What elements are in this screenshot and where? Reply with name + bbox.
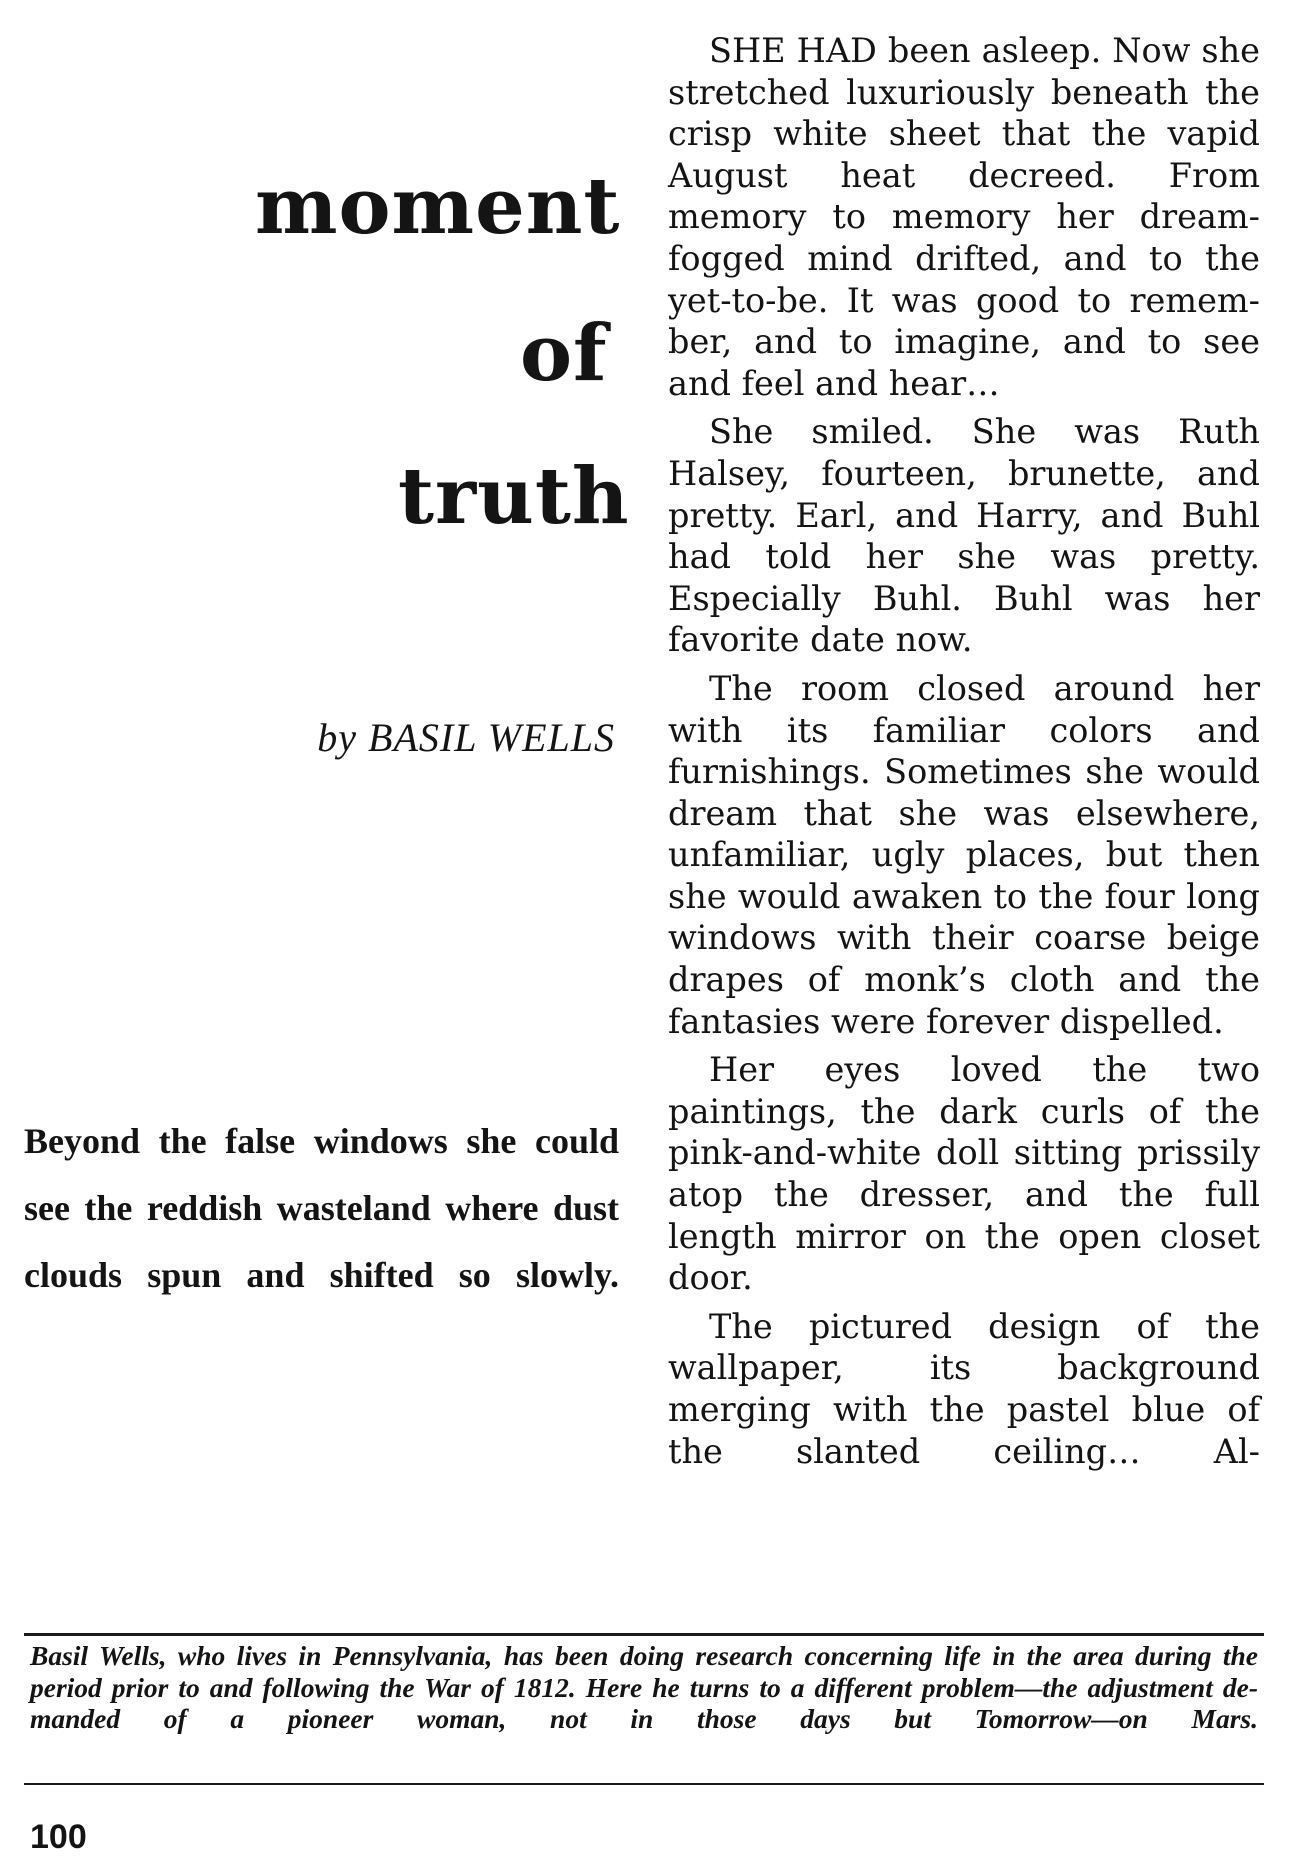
footnote-bottom-rule — [24, 1783, 1264, 1785]
page-number: 100 — [30, 1818, 87, 1856]
byline: by BASIL WELLS — [317, 715, 615, 760]
author-footnote: Basil Wells, who lives in Pennsylvania, has been doing research concerning life in the area during the period prior to and following the War of 1812. Here he turns to a different problem—the adjustment demanded of a pioneer woman, not in those days but Tomorrow—on Mars. — [30, 1640, 1258, 1734]
title-word-truth: truth — [398, 451, 630, 542]
story-paragraph-4: Her eyes loved the two paintings, the dark curls of the pink-and-white doll sitting prissily atop the dresser, and the full length mirror on the open closet door. — [668, 1050, 1260, 1298]
title-word-of: of — [520, 308, 608, 399]
story-paragraph-1: SHE HAD been asleep. Now she stretched luxuriously beneath the crisp white sheet that the vapid August heat decreed. From memory to memory her dream-fogged mind drifted, and to the yet-to-be. It was good to remember, and to imagine, and to see and feel and hear… — [668, 31, 1260, 403]
title-word-moment: moment — [255, 161, 621, 252]
footnote-top-rule — [24, 1633, 1264, 1636]
story-paragraph-3: The room closed around her with its familiar colors and furnishings. Sometimes she would dream that she was elsewhere, unfamiliar, ugly places, but then she would awaken to the four long windows with their coarse beige drapes of monk’s cloth and the fantasies were forever dispelled. — [668, 668, 1260, 1041]
teaser-blurb: Beyond the false windows she could see the reddish wasteland where dust clouds spun and shifted so slowly. — [24, 1121, 619, 1295]
story-paragraph-5: The pictured design of the wallpaper, its background merging with the pastel blue of the slanted ceiling… Al- — [668, 1306, 1260, 1471]
story-paragraph-2: She smiled. She was Ruth Halsey, fourteen, brunette, and pretty. Earl, and Harry, and Buhl had told her she was pretty. Especially Buhl. Buhl was her favorite date now. — [668, 412, 1260, 660]
story-column — [668, 30, 1260, 1479]
